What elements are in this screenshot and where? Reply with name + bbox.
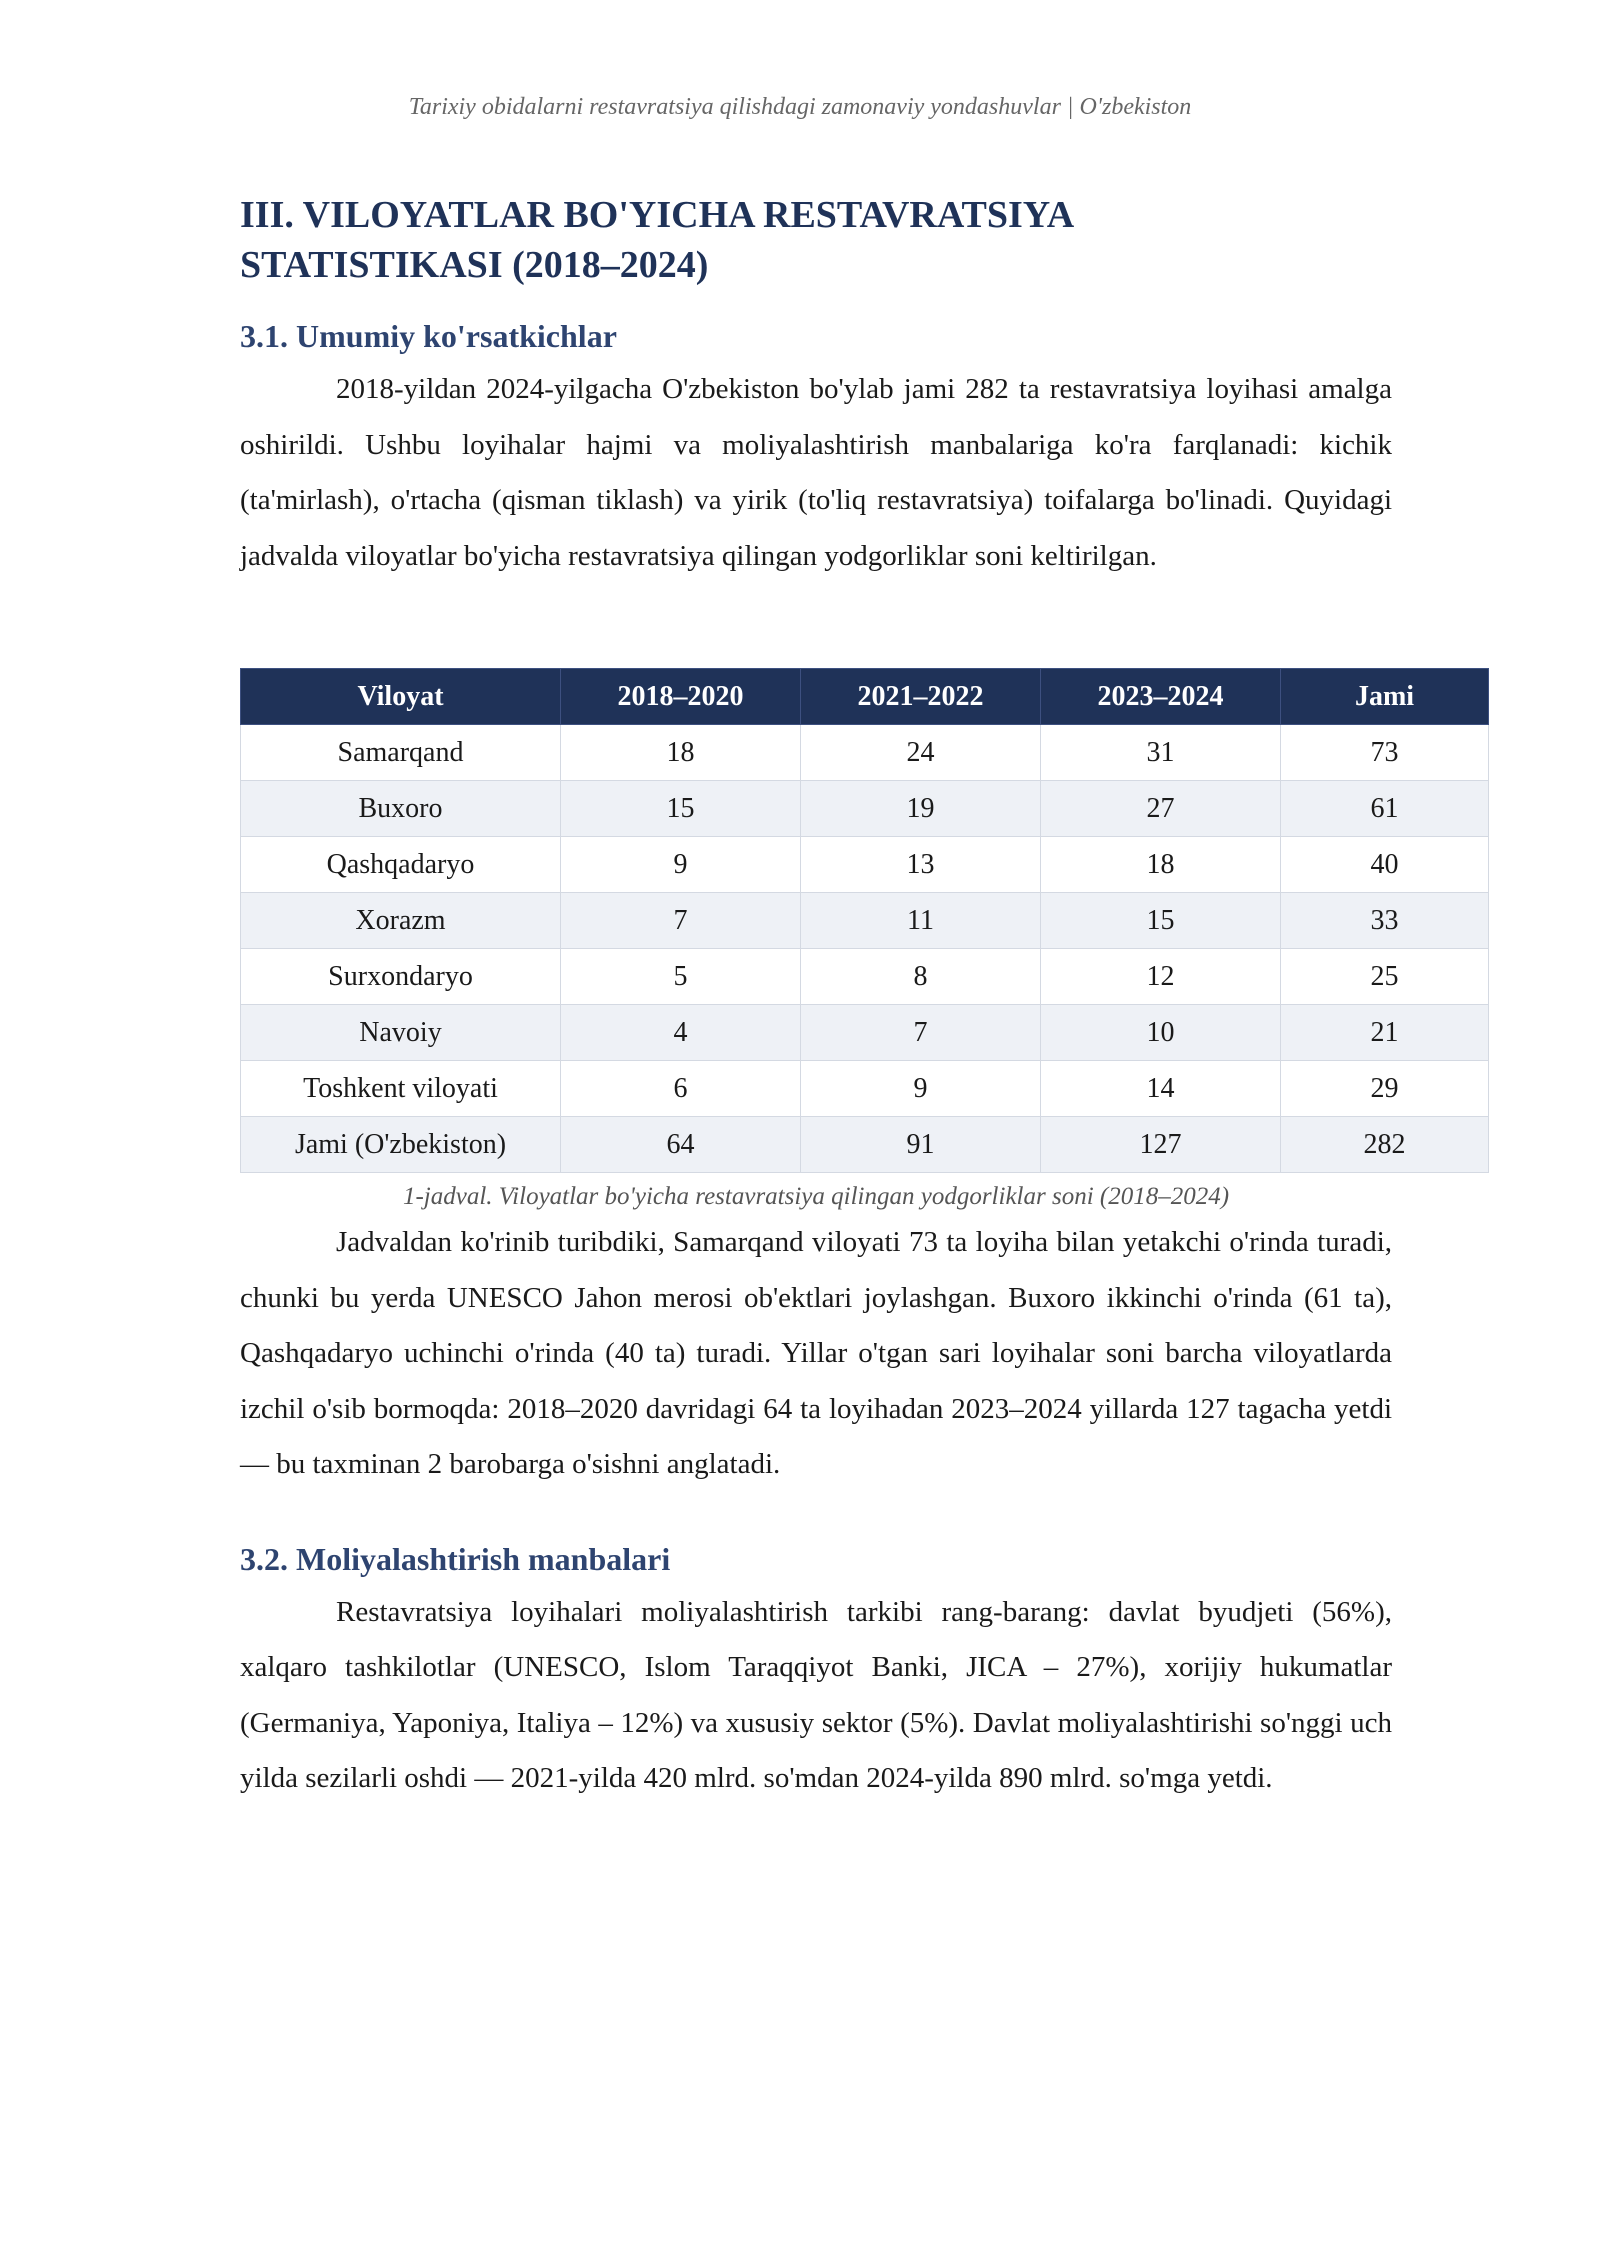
cell-value: 31 bbox=[1041, 725, 1281, 781]
cell-total: 61 bbox=[1281, 781, 1489, 837]
cell-value: 91 bbox=[801, 1117, 1041, 1173]
cell-value: 15 bbox=[1041, 893, 1281, 949]
page-content bbox=[240, 190, 1415, 1807]
cell-value: 27 bbox=[1041, 781, 1281, 837]
table-row bbox=[241, 893, 1489, 949]
table-row bbox=[241, 1005, 1489, 1061]
cell-value: 9 bbox=[801, 1061, 1041, 1117]
table-row bbox=[241, 781, 1489, 837]
cell-value: 12 bbox=[1041, 949, 1281, 1005]
cell-value: 8 bbox=[801, 949, 1041, 1005]
header-region: Viloyat bbox=[241, 669, 561, 725]
cell-value: 127 bbox=[1041, 1117, 1281, 1173]
table-row bbox=[241, 837, 1489, 893]
table-header-row bbox=[241, 669, 1489, 725]
cell-value: 7 bbox=[561, 893, 801, 949]
cell-value: 11 bbox=[801, 893, 1041, 949]
cell-region: Xorazm bbox=[241, 893, 561, 949]
cell-value: 13 bbox=[801, 837, 1041, 893]
table-row bbox=[241, 725, 1489, 781]
cell-region: Qashqadaryo bbox=[241, 837, 561, 893]
cell-region: Buxoro bbox=[241, 781, 561, 837]
cell-total: 21 bbox=[1281, 1005, 1489, 1061]
table-row bbox=[241, 1061, 1489, 1117]
table-caption: 1-jadval. Viloyatlar bo'yicha restavratsiya qilingan yodgorliklar soni (2018–2024) bbox=[402, 1183, 1230, 1210]
paragraph-funding: Restavratsiya loyihalari moliyalashtirish tarkibi rang-barang: davlat byudjeti (56%), xalqaro tashkilotlar (UNESCO, Islom Taraqqiyot Banki, JICA – 27%), xorijiy hukumatlar (Germaniya, Yaponiya, Italiya – 12%) va xususiy sektor (5%). Davlat moliyalashtirishi so'nggi uch yilda sezilarli oshdi — 2021-yilda 420 mlrd. so'mdan 2024-yilda 890 mlrd. so'mga yetdi. bbox=[240, 1595, 1392, 1794]
cell-value: 7 bbox=[801, 1005, 1041, 1061]
chapter-title-line1: III. VILOYATLAR BO'YICHA RESTAVRATSIYA bbox=[240, 194, 1075, 236]
table-row bbox=[241, 949, 1489, 1005]
cell-region: Jami (O'zbekiston) bbox=[241, 1117, 561, 1173]
cell-value: 5 bbox=[561, 949, 801, 1005]
cell-value: 4 bbox=[561, 1005, 801, 1061]
cell-value: 10 bbox=[1041, 1005, 1281, 1061]
cell-value: 18 bbox=[1041, 837, 1281, 893]
cell-total: 73 bbox=[1281, 725, 1489, 781]
running-header: Tarixiy obidalarni restavratsiya qilishdagi zamonaviy yondashuvlar | O'zbekiston bbox=[408, 94, 1192, 120]
chapter-title-line2: STATISTIKASI (2018–2024) bbox=[240, 244, 709, 286]
paragraph-intro: 2018-yildan 2024-yilgacha O'zbekiston bo'ylab jami 282 ta restavratsiya loyihasi amalga oshirildi. Ushbu loyihalar hajmi va moliyalashtirish manbalariga ko'ra farqlanadi: kichik (ta'mirlash), o'rtacha (qisman tiklash) va yirik (to'liq restavratsiya) toifalarga bo'linadi. Quyidagi jadvalda viloyatlar bo'yicha restavratsiya qilingan yodgorliklar soni keltirilgan. bbox=[240, 373, 1392, 572]
cell-value: 9 bbox=[561, 837, 801, 893]
cell-region: Surxondaryo bbox=[241, 949, 561, 1005]
cell-value: 64 bbox=[561, 1117, 801, 1173]
cell-region: Navoiy bbox=[241, 1005, 561, 1061]
cell-total: 282 bbox=[1281, 1117, 1489, 1173]
header-period-2023-2024: 2023–2024 bbox=[1041, 669, 1281, 725]
cell-value: 6 bbox=[561, 1061, 801, 1117]
cell-total: 40 bbox=[1281, 837, 1489, 893]
restoration-table bbox=[240, 668, 1489, 1173]
cell-value: 24 bbox=[801, 725, 1041, 781]
header-period-2018-2020: 2018–2020 bbox=[561, 669, 801, 725]
cell-region: Samarqand bbox=[241, 725, 561, 781]
cell-total: 29 bbox=[1281, 1061, 1489, 1117]
cell-total: 33 bbox=[1281, 893, 1489, 949]
cell-value: 19 bbox=[801, 781, 1041, 837]
header-period-2021-2022: 2021–2022 bbox=[801, 669, 1041, 725]
table-total-row bbox=[241, 1117, 1489, 1173]
header-total: Jami bbox=[1281, 669, 1489, 725]
cell-value: 14 bbox=[1041, 1061, 1281, 1117]
cell-total: 25 bbox=[1281, 949, 1489, 1005]
paragraph-analysis: Jadvaldan ko'rinib turibdiki, Samarqand viloyati 73 ta loyiha bilan yetakchi o'rinda turadi, chunki bu yerda UNESCO Jahon merosi ob'ektlari joylashgan. Buxoro ikkinchi o'rinda (61 ta), Qashqadaryo uchinchi o'rinda (40 ta) turadi. Yillar o'tgan sari loyihalar soni barcha viloyatlarda izchil o'sib bormoqda: 2018–2020 davridagi 64 ta loyihadan 2023–2024 yillarda 127 tagacha yetdi — bu taxminan 2 barobarga o'sishni anglatadi. bbox=[240, 1226, 1392, 1480]
cell-value: 15 bbox=[561, 781, 801, 837]
section-title-3-1: 3.1. Umumiy ko'rsatkichlar bbox=[240, 318, 617, 354]
section-title-3-2: 3.2. Moliyalashtirish manbalari bbox=[240, 1540, 671, 1577]
cell-region: Toshkent viloyati bbox=[241, 1061, 561, 1117]
chapter-title bbox=[240, 190, 1392, 290]
cell-value: 18 bbox=[561, 725, 801, 781]
